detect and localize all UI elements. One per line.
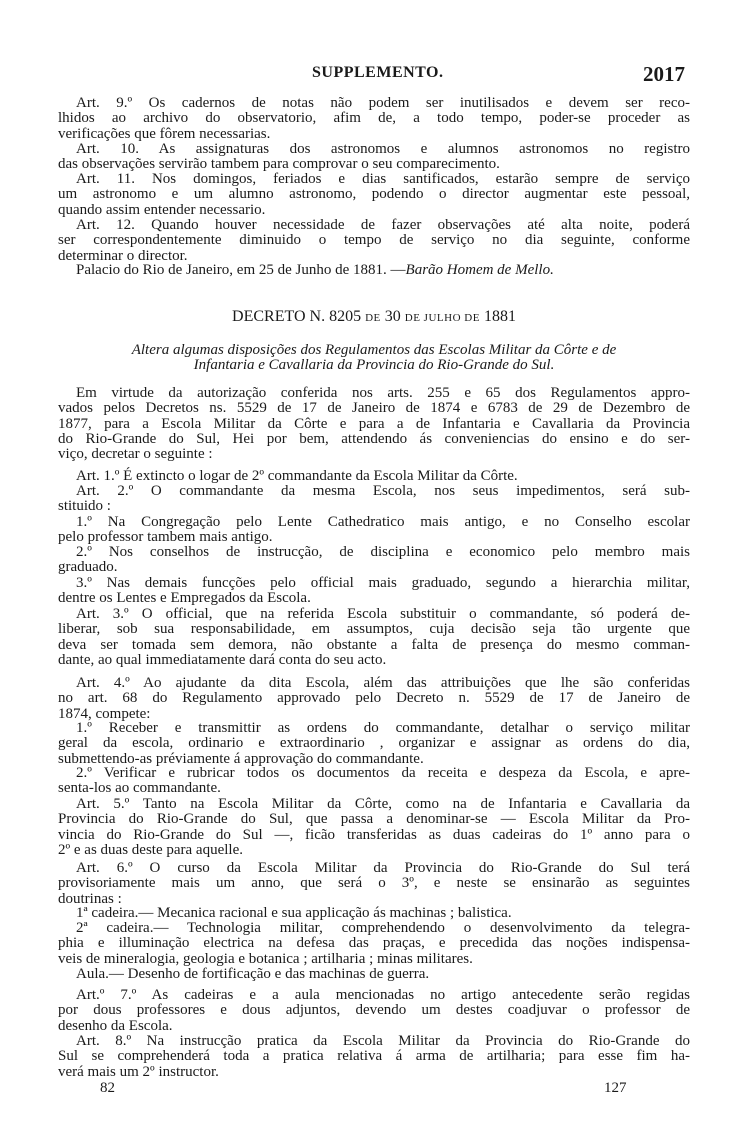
text-line: 1.º Receber e transmittir as ordens do commandante, detalhar o serviço militar — [76, 720, 690, 736]
signer-name: Barão Homem de Mello. — [405, 262, 554, 278]
text-line: deva ser tomada sem demora, não obstante a falta de presença do mesmo comman- — [58, 636, 690, 653]
paragraph — [58, 721, 690, 767]
text-line: Art. 12. Quando houver necessidade de fazer observações até alta noite, poderá — [76, 217, 690, 233]
text-line: 1ª cadeira.— Mecanica racional e sua applicação ás machinas ; balistica. — [76, 905, 512, 921]
paragraph — [58, 607, 690, 668]
text-line: Aula.— Desenho de fortificação e das machinas de guerra. — [76, 966, 430, 982]
paragraph — [58, 797, 690, 858]
decree-year: 1881 — [483, 308, 516, 325]
text-line: lhidos ao archivo do observatorio, afim de, a todo tempo, poder-se proceder as — [58, 110, 690, 127]
text-line: desenho da Escola. — [58, 1017, 173, 1034]
decree-month: DE JULHO DE — [404, 312, 480, 324]
text-line: 1874, compete: — [58, 705, 151, 722]
page-number: 2017 — [643, 62, 685, 86]
signature-date: Palacio do Rio de Janeiro, em 25 de Junho de 1881. — — [76, 262, 406, 278]
paragraph — [58, 545, 690, 576]
decree-title — [58, 309, 690, 326]
text-line: Art.º 7.º As cadeiras e a aula mencionadas no artigo antecedente serão regidas — [76, 987, 690, 1003]
text-line: phia e illuminação electrica na defesa das praças, e precedida das noções indispensa- — [58, 935, 690, 952]
paragraph — [58, 967, 690, 982]
text-line: vincia do Rio-Grande do Sul —, ficão transferidas as duas cadeiras do 1º anno para o — [58, 826, 690, 843]
text-line: no art. 68 do Regulamento approvado pelo Decreto n. 5529 de 17 de Janeiro de — [58, 690, 690, 707]
text-line: dentre os Lentes e Empregados da Escola. — [58, 590, 311, 607]
paragraph — [58, 906, 690, 921]
text-line: 1.º Na Congregação pelo Lente Cathedratico mais antigo, e no Conselho escolar — [76, 514, 690, 530]
paragraph — [58, 469, 690, 484]
text-line: das observações servirão tambem para comprovar o seu comparecimento. — [58, 156, 500, 173]
text-line: ser correspondentemente diminuido o tempo de serviço no dia seguinte, conforme — [58, 232, 690, 249]
text-line: dante, ao qual immediatamente dará conta do seu acto. — [58, 651, 387, 668]
text-line: geral da escola, ordinario e extraordinario , organizar e assignar as ordens do dia, — [58, 735, 690, 752]
text-line: provisoriamente mais um anno, que será o 3º, e neste se ensinarão as seguintes — [58, 875, 690, 892]
text-line: viço, decretar o seguinte : — [58, 446, 213, 463]
text-line: senta-los ao commandante. — [58, 780, 221, 797]
decree-summary-line: Infantaria e Cavallaria da Provincia do Rio-Grande do Sul. — [193, 357, 555, 374]
text-line: 2.º Verificar e rubricar todos os documentos da receita e despeza da Escola, e apre- — [76, 765, 690, 781]
decree-summary — [58, 343, 690, 374]
text-line: Art. 8.º Na instrucção pratica da Escola Militar da Provincia do Rio-Grande do — [76, 1033, 690, 1049]
signature-line — [58, 263, 690, 278]
decree-number: DECRETO N. 8205 — [232, 308, 362, 325]
text-line: veis de mineralogia, geologia e botanica ; artilharia ; minas militares. — [58, 950, 473, 967]
paragraph — [58, 172, 690, 218]
text-line: 2.º Nos conselhos de instrucção, de disciplina e economico pelo membro mais — [76, 544, 690, 560]
paragraph — [58, 766, 690, 797]
text-line: Em virtude da autorização conferida nos arts. 255 e 65 dos Regulamentos appro- — [76, 385, 690, 401]
text-line: 3.º Nas demais funcções pelo official mais graduado, segundo a hierarchia militar, — [76, 575, 690, 591]
paragraph — [58, 386, 690, 462]
decree-title-de: DE — [365, 312, 381, 324]
paragraph — [58, 676, 690, 722]
decree-day: 30 — [384, 308, 401, 325]
paragraph — [58, 576, 690, 607]
text-line: pelo professor tambem mais antigo. — [58, 529, 273, 546]
text-line: quando assim entender necessario. — [58, 201, 266, 218]
text-line: doutrinas : — [58, 890, 122, 907]
text-line: Art. 1.º É extincto o logar de 2º commandante da Escola Militar da Côrte. — [76, 468, 518, 484]
text-line: Art. 11. Nos domingos, feriados e dias santificados, estarão sempre de serviço — [76, 171, 690, 187]
paragraph — [58, 921, 690, 967]
text-line: Sul se comprehenderá toda a pratica relativa á arma de artilharia; para esse fim ha- — [58, 1048, 690, 1065]
signature-mark: 82 — [100, 1080, 115, 1096]
text-line: Art. 5.º Tanto na Escola Militar da Côrte, como na de Infantaria e Cavallaria da — [76, 796, 690, 812]
text-line: determinar o director. — [58, 247, 188, 264]
paragraph — [58, 988, 690, 1034]
paragraph — [58, 1034, 690, 1080]
text-line: Provincia do Rio-Grande do Sul, que passa a denominar-se — Escola Militar da Pro- — [58, 811, 690, 828]
text-line: Art. 4.º Ao ajudante da dita Escola, além das attribuições que lhe são conferidas — [76, 675, 690, 691]
paragraph — [58, 515, 690, 546]
text-line: Art. 6.º O curso da Escola Militar da Provincia do Rio-Grande do Sul terá — [76, 860, 690, 876]
paragraph — [58, 861, 690, 907]
text-line: verificações que fôrem necessarias. — [58, 125, 271, 142]
text-line: submettendo-as préviamente á approvação do commandante. — [58, 750, 424, 767]
text-line: Art. 3.º O official, que na referida Escola substituir o commandante, só poderá de- — [76, 606, 690, 622]
paragraph — [58, 484, 690, 515]
sheet-number: 127 — [604, 1080, 627, 1096]
text-line: 2ª cadeira.— Technologia militar, comprehendendo o desenvolvimento da telegra- — [76, 920, 690, 936]
text-line: Art. 10. As assignaturas dos astronomos e alumnos astronomos no registro — [76, 141, 690, 157]
paragraph — [58, 96, 690, 142]
text-line: 1877, para a Escola Militar da Côrte e para a de Infantaria e Cavallaria da Provincia — [58, 415, 690, 432]
paragraph — [58, 218, 690, 264]
running-header: SUPPLEMENTO. — [312, 64, 444, 81]
text-line: 2º e as duas deste para aquelle. — [58, 841, 243, 858]
decree-summary-line: Altera algumas disposições dos Regulamentos das Escolas Militar da Côrte e de — [131, 342, 617, 358]
paragraph — [58, 142, 690, 173]
text-line: do Rio-Grande do Sul, Hei por bem, attendendo ás conveniencias do ensino e do ser- — [58, 430, 690, 447]
text-line: por dous professores e dous adjuntos, devendo um destes coadjuvar o professor de — [58, 1002, 690, 1019]
text-line: graduado. — [58, 559, 118, 576]
text-line: Art. 2.º O commandante da mesma Escola, nos seus impedimentos, será sub- — [76, 483, 690, 499]
text-line: Art. 9.º Os cadernos de notas não podem ser inutilisados e devem ser reco- — [76, 95, 690, 111]
text-line: liberar, sob sua responsabilidade, em assumptos, cuja decisão seja tão urgente que — [58, 621, 690, 638]
text-line: um astronomo e um alumno astronomo, podendo o director augmentar este pessoal, — [58, 186, 690, 203]
text-line: stituido : — [58, 498, 111, 515]
text-line: verá mais um 2º instructor. — [58, 1063, 219, 1080]
text-line: vados pelos Decretos ns. 5529 de 17 de Janeiro de 1874 e 6783 de 29 de Dezembro de — [58, 400, 690, 417]
